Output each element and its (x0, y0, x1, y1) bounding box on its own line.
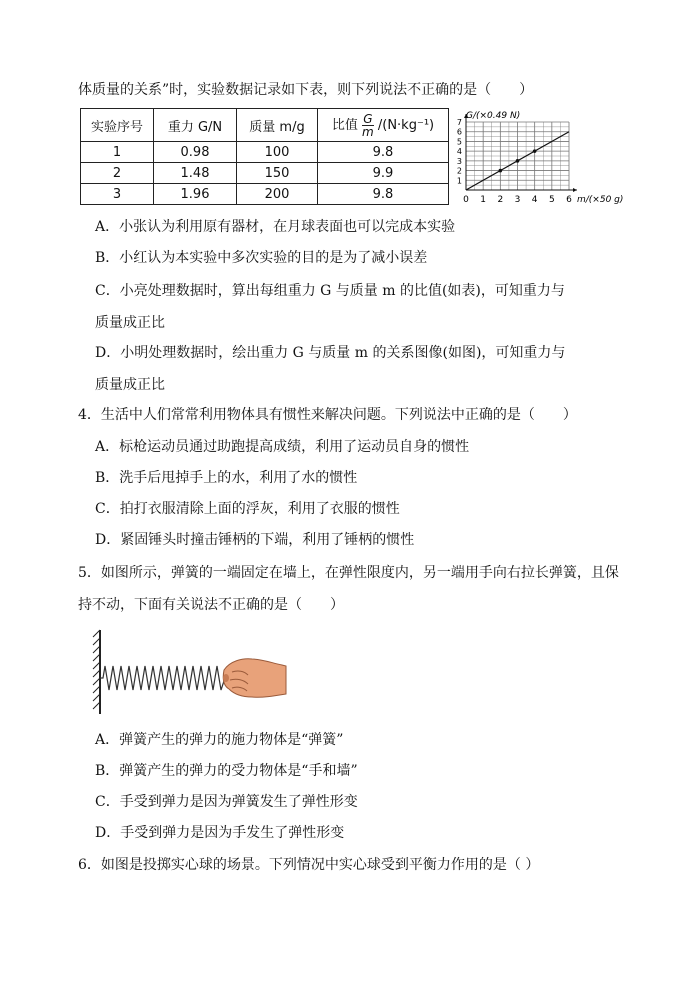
ratio-prefix: 比值 (331, 117, 358, 133)
spring-icon (100, 666, 229, 690)
q3-option-c-cont: 质量成正比 (95, 315, 165, 331)
table-header-row (81, 109, 449, 142)
table-cell: 200 (237, 184, 318, 205)
q3-option-a: A．小张认为利用原有器材，在月球表面也可以完成本实验 (95, 219, 456, 235)
chart-x-tick-label: 3 (514, 195, 521, 205)
hand-icon (223, 659, 286, 697)
chart-y-tick-label: 3 (456, 156, 462, 166)
chart-tick-labels (457, 118, 572, 205)
table-cell: 1.96 (154, 184, 237, 205)
wall-icon (93, 630, 100, 714)
chart-data-point (516, 159, 520, 163)
chart-data-point (533, 149, 537, 153)
table-header: 重力 G/N (154, 109, 237, 142)
chart-x-tick-label: 6 (566, 195, 572, 205)
ratio-denominator: m (362, 124, 374, 139)
table-cell: 9.8 (318, 142, 449, 163)
chart-y-tick-label: 6 (456, 127, 462, 137)
q3-option-d: D．小明处理数据时，绘出重力 G 与质量 m 的关系图像(如图)，可知重力与 (95, 345, 566, 361)
q5-stem: 5．如图所示，弹簧的一端固定在墙上，在弹性限度内，另一端用手向右拉长弹簧，且保 (78, 565, 619, 581)
spring-figure (92, 628, 292, 716)
chart-y-tick-label: 5 (456, 137, 462, 147)
table-cell: 0.98 (154, 142, 237, 163)
table-cell: 2 (81, 163, 154, 184)
q4-option-a: A．标枪运动员通过助跑提高成绩，利用了运动员自身的惯性 (95, 439, 470, 455)
q4-option-c: C．拍打衣服清除上面的浮灰，利用了衣服的惯性 (95, 501, 400, 517)
ratio-unit: /(N·kg⁻¹) (377, 117, 435, 133)
chart-x-tick-label: 0 (463, 195, 469, 205)
chart-xlabel: m/(×50 g) (577, 195, 624, 205)
chart-x-arrow (573, 188, 577, 192)
chart-x-tick-label: 5 (548, 195, 555, 205)
chart-x-tick-label: 4 (531, 195, 538, 205)
table-cell: 9.9 (318, 163, 449, 184)
table-row (81, 184, 449, 205)
q4-stem: 4．生活中人们常常利用物体具有惯性来解决问题。下列说法中正确的是（ ） (78, 407, 577, 423)
g-m-chart (452, 108, 642, 208)
q5-option-b: B．弹簧产生的弹力的受力物体是“手和墙” (95, 763, 358, 779)
q3-option-b: B．小红认为本实验中多次实验的目的是为了减小误差 (95, 250, 428, 266)
chart-ylabel: G/(×0.49 N) (466, 111, 521, 121)
chart-data-point (499, 169, 503, 173)
table-cell: 1 (81, 142, 154, 163)
q4-option-b: B．洗手后甩掉手上的水，利用了水的惯性 (95, 470, 358, 486)
table-cell: 100 (237, 142, 318, 163)
chart-y-tick-label: 7 (456, 118, 462, 127)
q3-option-d-cont: 质量成正比 (95, 377, 165, 393)
q5-option-a: A．弹簧产生的弹力的施力物体是“弹簧” (95, 732, 344, 748)
chart-x-tick-label: 2 (497, 195, 504, 205)
table-header: 质量 m/g (237, 109, 318, 142)
ratio-numerator: G (363, 111, 373, 126)
table-cell: 3 (81, 184, 154, 205)
q5-option-d: D．手受到弹力是因为手发生了弹性形变 (95, 825, 345, 841)
table-header: 实验序号 (81, 109, 154, 142)
table-cell: 1.48 (154, 163, 237, 184)
chart-y-tick-label: 4 (456, 147, 462, 157)
ratio-fraction (362, 113, 374, 138)
q3-option-c: C．小亮处理数据时，算出每组重力 G 与质量 m 的比值(如表)，可知重力与 (95, 283, 565, 299)
q5-option-c: C．手受到弹力是因为弹簧发生了弹性形变 (95, 794, 358, 810)
q4-option-d: D．紧固锤头时撞击锤柄的下端，利用了锤柄的惯性 (95, 532, 415, 548)
table-row (81, 163, 449, 184)
chart-y-tick-label: 2 (456, 166, 462, 176)
table-cell: 9.8 (318, 184, 449, 205)
q5-stem-cont: 持不动，下面有关说法不正确的是（ ） (78, 597, 344, 613)
chart-grid (466, 122, 569, 190)
table-cell: 150 (237, 163, 318, 184)
q6-stem: 6．如图是投掷实心球的场景。下列情况中实心球受到平衡力作用的是（ ） (78, 857, 540, 873)
table-row (81, 142, 449, 163)
q3-stem: 体质量的关系”时，实验数据记录如下表，则下列说法不正确的是（ ） (78, 82, 534, 98)
chart-y-tick-label: 1 (456, 176, 462, 186)
data-table (80, 108, 449, 205)
chart-x-tick-label: 1 (480, 195, 487, 205)
table-header-ratio (318, 109, 449, 142)
